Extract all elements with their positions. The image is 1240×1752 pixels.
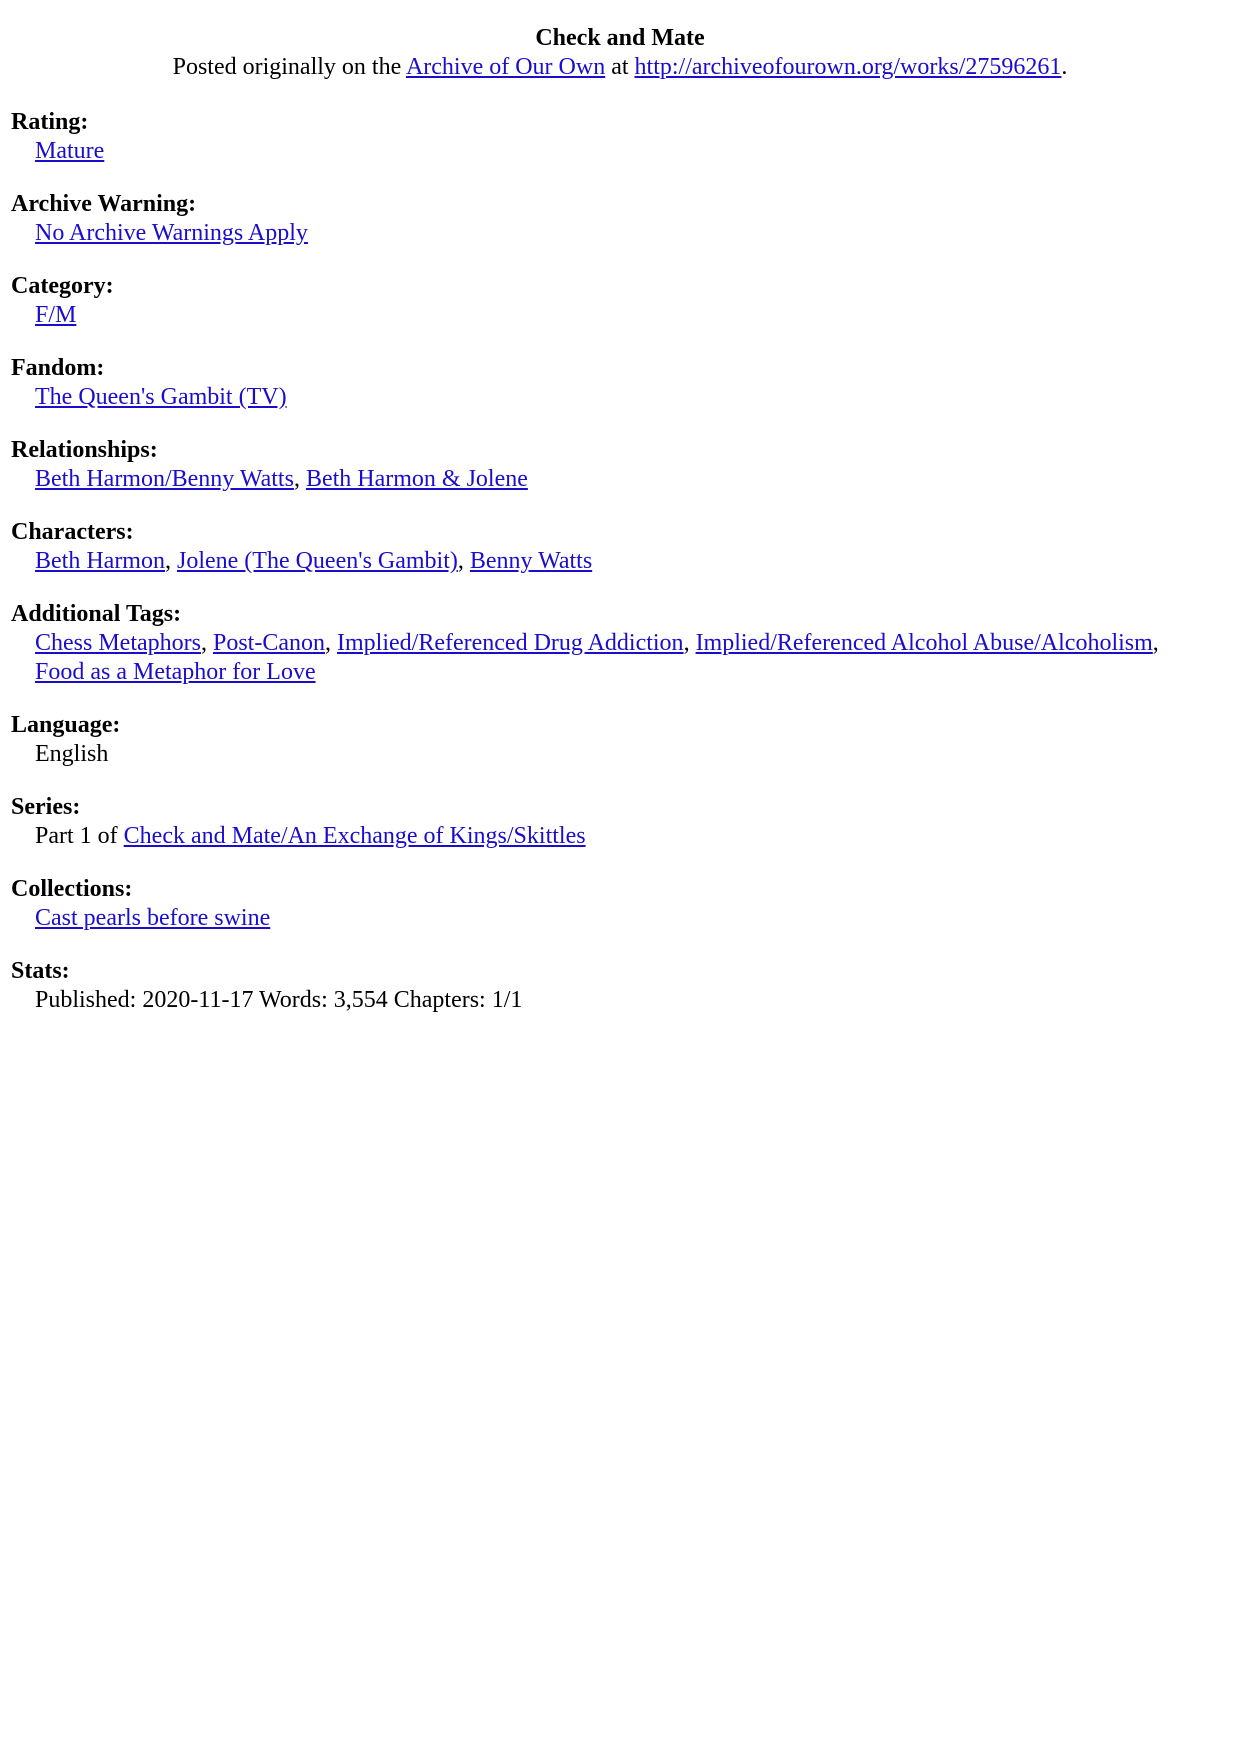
field-label-series: Series: (11, 794, 81, 820)
field-label-stats: Stats: (11, 958, 70, 984)
tag-link-warning[interactable]: No Archive Warnings Apply (35, 220, 308, 246)
tag-link-character[interactable]: Benny Watts (469, 548, 593, 574)
field-archive-warning (11, 190, 1230, 248)
field-additional-tags (11, 600, 1230, 687)
tag-link-rating[interactable]: Mature (35, 138, 105, 164)
archive-link[interactable]: Archive of Our Own (405, 54, 606, 80)
field-rating (11, 108, 1230, 166)
tag-link-character[interactable]: Beth Harmon (35, 548, 165, 574)
field-label-additional-tags: Additional Tags: (11, 601, 182, 627)
field-value-collections (11, 904, 1230, 933)
field-characters (11, 518, 1230, 576)
field-label-language: Language: (11, 712, 121, 738)
posted-line (0, 53, 1240, 82)
field-value-characters: Beth Harmon, Jolene (The Queen's Gambit), Benny Watts (35, 548, 593, 574)
field-language (11, 711, 1230, 769)
field-series (11, 793, 1230, 851)
field-label-fandom: Fandom: (11, 355, 105, 381)
collection-link[interactable]: Cast pearls before swine (35, 905, 271, 931)
field-value-relationships: Beth Harmon/Benny Watts, Beth Harmon & Jolene (35, 466, 528, 492)
field-fandom (11, 354, 1230, 412)
field-value-fandom (11, 383, 1230, 412)
tag-link-relationship[interactable]: Beth Harmon/Benny Watts (35, 466, 294, 492)
field-value-series (11, 822, 1230, 851)
field-label-archive-warning: Archive Warning: (11, 191, 197, 217)
series-link[interactable]: Check and Mate/An Exchange of Kings/Skittles (123, 823, 586, 849)
work-header (0, 24, 1240, 82)
field-value-archive-warning (11, 219, 1230, 248)
field-value-additional-tags (11, 629, 1230, 687)
posted-suffix: . (1061, 54, 1068, 80)
field-value-category (11, 301, 1230, 330)
series-prefix: Part 1 of (35, 823, 118, 849)
field-category (11, 272, 1230, 330)
work-title: Check and Mate (535, 25, 705, 51)
field-value-rating (11, 137, 1230, 166)
tag-link-fandom[interactable]: The Queen's Gambit (TV) (35, 384, 287, 410)
posted-mid: at (611, 54, 629, 80)
work-metadata (11, 108, 1230, 1015)
tag-line: Chess Metaphors, Post-Canon, Implied/Referenced Drug Addiction, Implied/Referenced Alcohol Abuse/Alcoholism, (35, 630, 1159, 656)
tag-line (35, 658, 1230, 687)
tag-link-category[interactable]: F/M (35, 302, 77, 328)
field-stats (11, 957, 1230, 1015)
field-collections (11, 875, 1230, 933)
field-label-rating: Rating: (11, 109, 89, 135)
field-label-category: Category: (11, 273, 114, 299)
tag-link-relationship[interactable]: Beth Harmon & Jolene (305, 466, 528, 492)
field-relationships (11, 436, 1230, 494)
field-label-collections: Collections: (11, 876, 133, 902)
tag-link-freeform[interactable]: Implied/Referenced Drug Addiction (337, 630, 684, 656)
field-label-characters: Characters: (11, 519, 134, 545)
tag-link-freeform[interactable]: Food as a Metaphor for Love (35, 659, 316, 685)
work-url-link[interactable]: http://archiveofourown.org/works/27596261 (634, 54, 1062, 80)
tag-link-freeform[interactable]: Chess Metaphors (35, 630, 201, 656)
tag-link-character[interactable]: Jolene (The Queen's Gambit) (176, 548, 458, 574)
field-value-stats: Published: 2020-11-17 Words: 3,554 Chapters: 1/1 (35, 987, 523, 1013)
field-value-language: English (35, 741, 109, 767)
posted-prefix: Posted originally on the (172, 54, 402, 80)
tag-link-freeform[interactable]: Post-Canon (212, 630, 325, 656)
field-label-relationships: Relationships: (11, 437, 158, 463)
tag-link-freeform[interactable]: Implied/Referenced Alcohol Abuse/Alcoholism (695, 630, 1153, 656)
